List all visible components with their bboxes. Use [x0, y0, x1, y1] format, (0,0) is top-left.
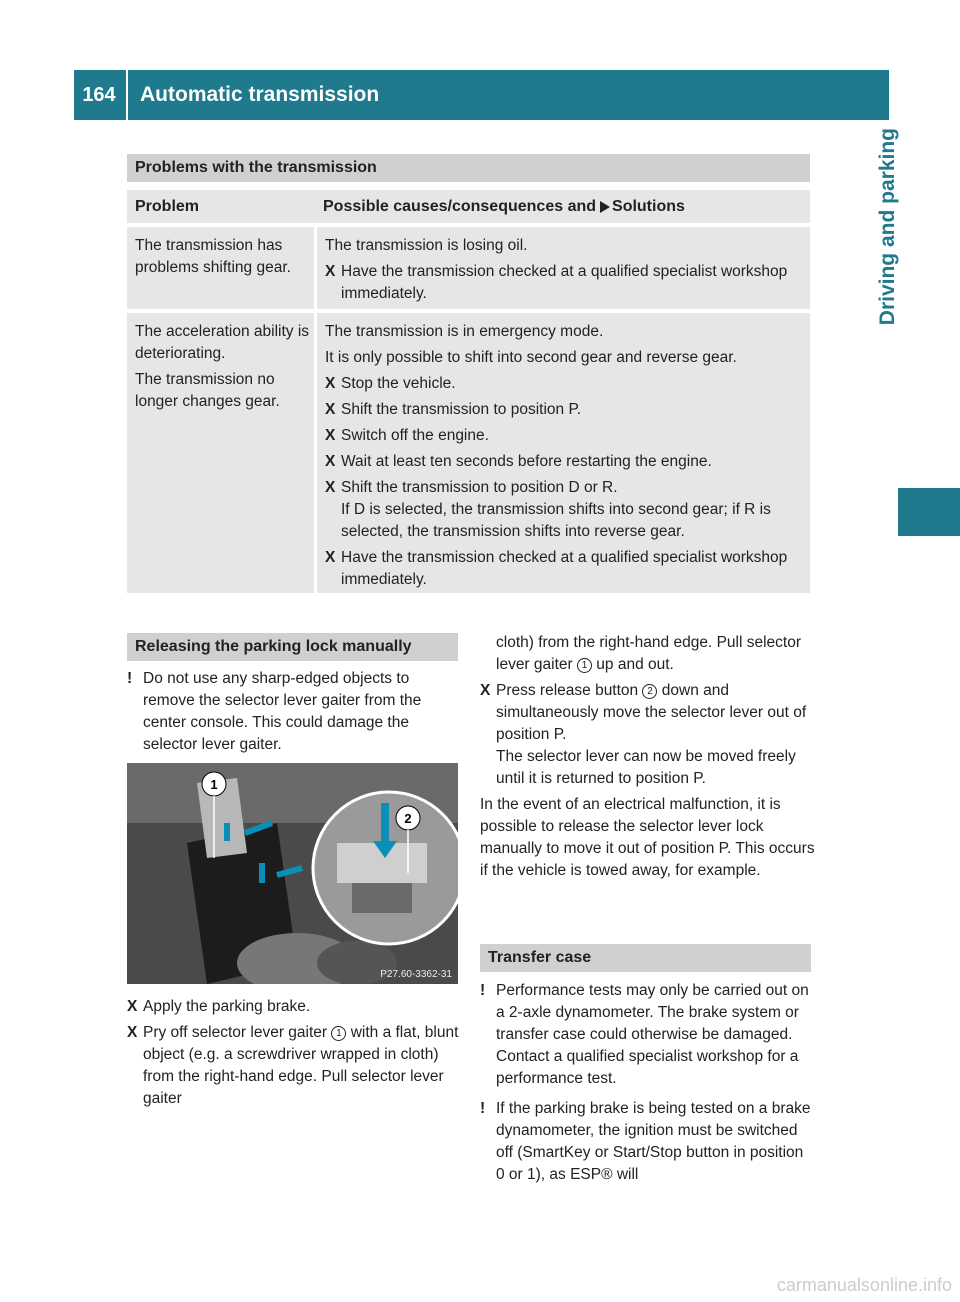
section-title-parking: Releasing the parking lock manually: [127, 633, 458, 661]
solution-step: X Shift the transmission to position D or R. If D is selected, the transmission shifts into second gear; if R is selected, the transmission shifts into reverse gear.: [325, 479, 771, 540]
callout-1-marker: 1: [577, 658, 592, 673]
table-row: [127, 313, 810, 593]
callout-1: 1: [210, 777, 218, 792]
procedure-step: X Press release button 2 down and simultaneously move the selector lever out of position P. The selector lever can now be moved freely until it is returned to position P.: [480, 682, 807, 787]
header-divider: [126, 70, 128, 120]
solution-step: X Stop the vehicle.: [325, 375, 456, 392]
callout-2: 2: [404, 811, 412, 826]
procedure-step: X Pry off selector lever gaiter 1 with a flat, blunt object (e.g. a screwdriver wrapped in cloth) from the right-hand edge. Pull selector lever gaiter: [127, 1024, 459, 1107]
arrow-icon: [600, 201, 610, 213]
solution-step: X Shift the transmission to position P.: [325, 401, 582, 418]
warning-note: ! Do not use any sharp-edged objects to remove the selector lever gaiter from the center console. This could damage the selector lever gaiter.: [127, 670, 422, 753]
selector-lever-photo: [127, 763, 458, 984]
solution-step: X Have the transmission checked at a qualified specialist workshop immediately.: [325, 263, 788, 302]
col-problem: Problem: [135, 198, 200, 215]
callout-1-marker: 1: [331, 1026, 346, 1041]
procedure-step: X Apply the parking brake.: [127, 998, 311, 1015]
table-header: [127, 190, 810, 223]
section-title-transfer: Transfer case: [480, 944, 811, 972]
paragraph: In the event of an electrical malfunction, it is possible to release the selector lever lock manually to move it out of position P. This occurs if the vehicle is towed away, for example.: [480, 796, 815, 879]
solution-step: X Switch off the engine.: [325, 427, 489, 444]
warning-note: ! If the parking brake is being tested on a brake dynamometer, the ignition must be switched off (SmartKey or Start/Stop button in position 0 or 1), as ESP® will: [480, 1100, 811, 1183]
callout-2-marker: 2: [642, 684, 657, 699]
cause-text: The transmission is in emergency mode.: [325, 323, 604, 340]
cause-text: It is only possible to shift into second gear and reverse gear.: [325, 349, 737, 366]
problem-text: The transmission no longer changes gear.: [135, 371, 280, 410]
table-row: [127, 227, 810, 309]
table-title: Problems with the transmission: [127, 154, 810, 182]
col-solutions: Possible causes/consequences and Solutions: [323, 198, 685, 215]
page-header: [74, 70, 889, 120]
watermark: carmanualsonline.info: [776, 1275, 952, 1295]
problem-text: The acceleration ability is deteriorating.: [135, 323, 310, 362]
solution-step: X Have the transmission checked at a qualified specialist workshop immediately.: [325, 549, 788, 588]
side-chapter-label: Driving and parking: [876, 128, 899, 326]
warning-note: ! Performance tests may only be carried out on a 2-axle dynamometer. The brake system or transfer case could otherwise be damaged. Contact a qualified specialist workshop for a performance test.: [480, 982, 809, 1087]
page-number: 164: [82, 83, 116, 106]
problem-text: The transmission has problems shifting gear.: [135, 237, 291, 276]
solution-step: X Wait at least ten seconds before restarting the engine.: [325, 453, 712, 470]
page-title: Automatic transmission: [140, 83, 380, 106]
cause-text: The transmission is losing oil.: [325, 237, 528, 254]
side-chapter-tab: [898, 488, 960, 536]
photo-code: P27.60-3362-31: [380, 969, 452, 980]
